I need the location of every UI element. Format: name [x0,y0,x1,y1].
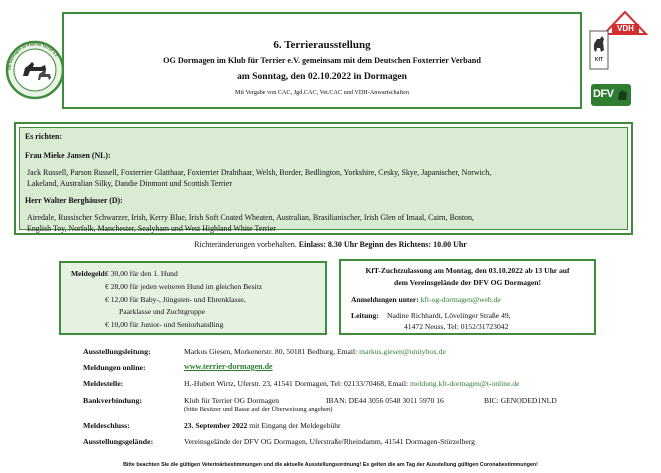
fee-item: € 10,00 für Junior- und Seniorhandling [105,320,224,329]
online-entries-label: Meldungen online: [83,363,146,372]
page-title: 6. Terrierausstellung [273,39,371,51]
fee-item: € 12,00 für Baby-, Jüngsten- und Ehrenklasse, [105,295,246,304]
vdh-logo-text: VDH [617,24,634,33]
judge-1-breeds-line1: Jack Russell, Parson Russell, Foxterrier Glatthaar, Foxterrier Drahthaar, Welsh, Border, Bedlington, Yorkshire, Cesky, Skye, Japanischer, Norwich, [27,168,492,177]
entry-office-value: H.-Hubert Wirtz, Uferstr. 23, 41541 Dormagen, Tel: 02133/70468, Email: [184,379,409,388]
entry-deadline-date: 23. September 2022 [184,421,248,430]
bank-label: Bankverbindung: [83,396,142,405]
venue-label: Ausstellungsgelände: [83,437,154,446]
breeding-approval-line1: KfT-Zuchtzulassung am Montag, den 03.10.2022 ab 13 Uhr auf [365,266,570,275]
footer-note: Bitte beachten Sie die gültigen Veterinärbestimmungen und die aktuelle Ausstellungsordnung! Es gelten die am Tag der Ausstellung gültigen Coronabestimmungen! [123,462,538,468]
schedule-line [0,240,661,249]
breeding-approval-line2: dem Vereinsgelände der DFV OG Dormagen! [393,278,542,287]
entry-office-label: Meldestelle: [83,379,124,388]
registration-label: Anmeldungen unter: [351,295,419,304]
svg-text:OG Dormagen im Klub für Terrie [7,42,58,70]
organizer-line: OG Dormagen im Klub für Terrier e.V. gemeinsam mit dem Deutschen Foxterrier Verband [163,56,481,65]
venue-value: Vereinsgelände der DFV OG Dormagen, Uferstraße/Rheindamm, 41541 Dormagen-Stürzelberg [184,437,475,446]
entry-deadline-label: Meldeschluss: [83,421,130,430]
show-management-label: Ausstellungsleitung: [83,347,151,356]
header-box [62,12,582,109]
breeding-approval-box [339,259,596,335]
judge-1-name: Frau Mieke Jansen (NL): [25,151,111,160]
dfv-logo [591,84,631,106]
fee-item: € 28,00 für jeden weiteren Hund im gleichen Besitz [105,282,263,291]
website-link[interactable]: www.terrier-dormagen.de [184,362,273,371]
fee-item: € 30,00 für den 1. Hund [105,269,178,278]
registration-email-link[interactable]: kft-og-dormagen@web.de [420,295,501,304]
entry-office-email-link[interactable]: meldung.kft-dormagen@t-online.de [410,379,520,388]
entry-deadline-rest: mit Eingang der Meldegebühr [249,421,341,430]
event-date: am Sonntag, den 02.10.2022 in Dormagen [236,71,408,82]
leitung-line1: Nadine Richhardt, Lövelinger Straße 49, [387,311,511,320]
dfv-logo-text: DFV [593,88,614,100]
judge-1-breeds-line2: Lakeland, Australian Silky, Dandie Dinmont und Scottish Terrier [27,179,233,188]
award-note: Mit Vergabe von CAC, Jgd.CAC, Vet.CAC und VDH-Anwartschaften [235,89,409,96]
show-management-email-link[interactable]: markus.giesen@unitybox.de [359,347,446,356]
bank-bic: BIC: GENODED1NLD [484,396,557,405]
bank-iban: IBAN: DE44 3056 0548 3011 5970 16 [326,396,444,405]
entry-time: Einlass: 8.30 Uhr Beginn des Richtens: 10.00 Uhr [298,240,467,249]
judges-box [14,122,633,235]
leitung-line2: 41472 Neuss, Tel: 0152/31723042 [404,322,509,331]
fee-box [59,261,327,335]
judge-2-name: Herr Walter Berghäuser (D): [25,196,123,205]
kft-logo [589,30,609,70]
show-management-value: Markus Giesen, Morkenerstr. 80, 50181 Bedburg, Email: [184,347,358,356]
fee-label: Meldegeld: [71,269,108,278]
judge-change-note: Richteränderungen vorbehalten. [194,240,297,249]
leitung-label: Leitung: [351,311,379,320]
club-logo-text: OG Dormagen im Klub für Terrier e.V. [7,42,59,71]
club-logo [5,40,65,100]
bank-name: Klub für Terrier OG Dormagen [184,396,280,405]
judge-2-breeds-line2: English Toy, Norfolk, Manchester, Sealyham und West Highland White Terrier [27,224,276,233]
judges-heading: Es richten: [25,132,63,141]
fee-item: Paarklasse und Zuchtgruppe [119,307,206,316]
kft-logo-text: KfT [594,57,604,63]
vdh-logo [603,10,648,42]
bank-note: (bitte Besitzer und Rasse auf der Überweisung angeben) [184,406,333,413]
judges-panel [19,127,628,233]
judge-2-breeds-line1: Airedale, Russischer Schwarzer, Irish, Kerry Blue, Irish Soft Coated Wheaten, Australian, Brasilianischer, Irish Glen of Imaal, Cairn, Boston, [27,213,474,222]
